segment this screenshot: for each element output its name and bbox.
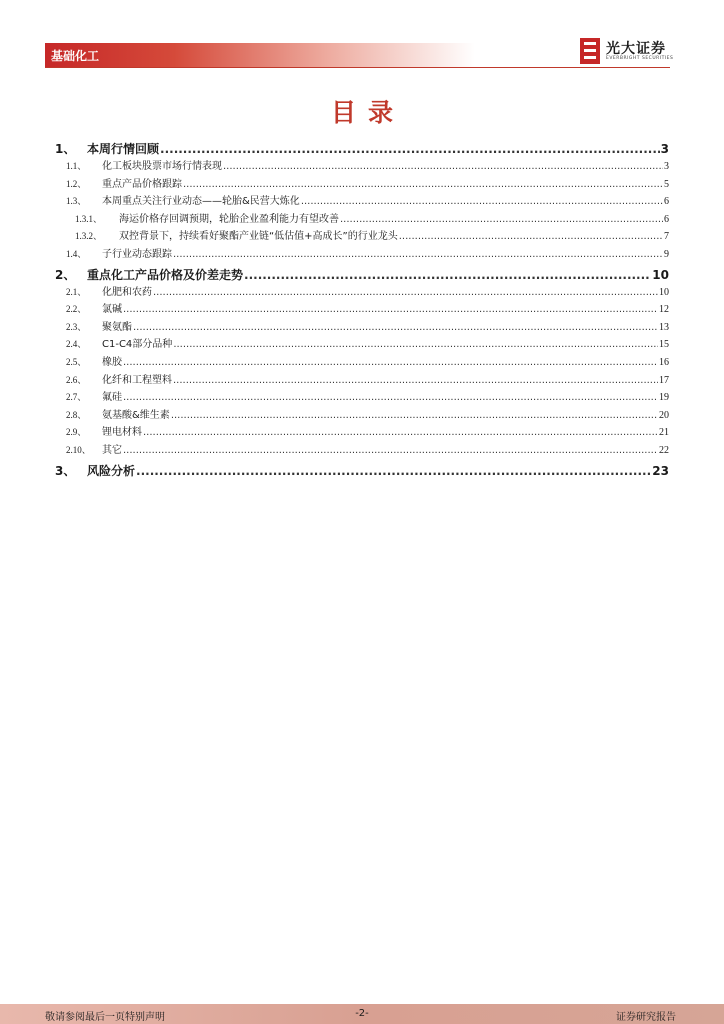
toc-entry-label: 本周行情回顾: [87, 142, 160, 156]
toc-entry[interactable]: [55, 462, 669, 480]
toc-leader-dots: [171, 407, 658, 425]
section-label: 基础化工: [51, 49, 100, 63]
toc-entry-label: 风险分析: [87, 463, 136, 478]
toc-leader-dots: [173, 372, 658, 390]
toc-entry-number: 1.3.2、: [75, 231, 103, 242]
toc-entry-number: 2.4、: [66, 339, 87, 350]
everbright-logo-icon: [580, 38, 600, 64]
toc-entry[interactable]: [55, 319, 669, 337]
toc-entry-page: 13: [659, 321, 669, 333]
toc-leader-dots: [301, 193, 663, 211]
toc-entry-label: 锂电材料: [102, 427, 142, 439]
toc-entry-number: 2.3、: [66, 321, 87, 332]
footer-bar: [0, 1004, 724, 1024]
toc-entry[interactable]: [55, 354, 669, 372]
toc-leader-dots: [244, 266, 651, 284]
toc-entry-label: 化纤和工程塑料: [102, 374, 172, 386]
logo-english-name: EVERBRIGHT SECURITIES: [606, 56, 674, 61]
toc-entry-page: 7: [664, 231, 669, 243]
footer-report-type: 证券研究报告: [616, 1012, 676, 1023]
toc-entry-number: 2.5、: [66, 356, 87, 367]
toc-entry-label: 双控背景下，持续看好聚酯产业链“低估值+高成长”的行业龙头: [119, 231, 398, 243]
toc-entry[interactable]: [55, 176, 669, 194]
toc-entry-page: 15: [659, 339, 669, 351]
company-logo: [580, 36, 680, 66]
toc-entry-page: 6: [664, 196, 669, 208]
toc-entry-label: 氨基酸&维生素: [102, 409, 170, 421]
toc-entry-page: 16: [659, 356, 669, 368]
toc-leader-dots: [223, 158, 663, 176]
toc-leader-dots: [133, 319, 658, 337]
toc-entry[interactable]: [55, 211, 669, 229]
toc-entry[interactable]: [55, 140, 669, 158]
toc-entry-page: 5: [664, 178, 669, 190]
toc-leader-dots: [123, 354, 658, 372]
toc-entry-number: 1.2、: [66, 178, 87, 189]
toc-entry-label: 化工板块股票市场行情表现: [102, 161, 222, 172]
toc-entry-page: 6: [664, 213, 669, 225]
toc-leader-dots: [160, 140, 660, 158]
toc-entry[interactable]: [55, 336, 669, 354]
toc-entry[interactable]: [55, 301, 669, 319]
toc-entry-number: 2.9、: [66, 427, 87, 438]
toc-entry-page: 3: [660, 142, 669, 156]
toc-entry-page: 17: [659, 374, 669, 386]
toc-entry-number: 2.2、: [66, 304, 87, 315]
toc-leader-dots: [136, 462, 651, 480]
toc-entry-number: 1.3、: [66, 196, 87, 207]
toc-leader-dots: [399, 228, 663, 246]
toc-entry-page: 10: [652, 267, 669, 282]
toc-entry-page: 19: [659, 392, 669, 404]
toc-leader-dots: [173, 336, 658, 354]
toc-entry-label: 氯碱: [102, 304, 122, 316]
page-title: 目录: [330, 98, 405, 127]
toc-entry-number: 1.4、: [66, 248, 87, 259]
toc-entry[interactable]: [55, 193, 669, 211]
toc-entry[interactable]: [55, 158, 669, 176]
header-divider: [45, 67, 670, 68]
table-of-contents: [55, 140, 669, 480]
footer-page-number: -2-: [355, 1008, 369, 1019]
toc-entry-page: 12: [659, 304, 669, 316]
footer-disclaimer: 敬请参阅最后一页特别声明: [45, 1012, 165, 1023]
toc-leader-dots: [123, 301, 658, 319]
toc-entry[interactable]: [55, 372, 669, 390]
toc-entry[interactable]: [55, 424, 669, 442]
toc-entry-number: 2、: [55, 267, 76, 282]
toc-entry-label: 海运价格存回调预期，轮胎企业盈利能力有望改善: [119, 213, 339, 225]
logo-chinese-name: 光大证券: [606, 41, 666, 57]
toc-entry-label: 氟硅: [102, 392, 122, 404]
toc-entry-page: 23: [652, 463, 669, 478]
toc-entry[interactable]: [55, 407, 669, 425]
toc-entry-label: 化肥和农药: [102, 286, 152, 298]
toc-leader-dots: [340, 211, 663, 229]
toc-entry[interactable]: [55, 246, 669, 264]
toc-entry-label: 子行业动态跟踪: [102, 248, 172, 260]
toc-entry-page: 10: [659, 286, 669, 298]
toc-entry[interactable]: [55, 228, 669, 246]
toc-entry-number: 3、: [55, 463, 76, 478]
toc-entry-page: 3: [664, 161, 669, 172]
toc-entry-label: C1-C4部分品种: [102, 339, 173, 351]
toc-entry-label: 本周重点关注行业动态——轮胎&民营大炼化: [102, 196, 300, 208]
toc-entry-label: 橡胶: [102, 356, 122, 368]
toc-leader-dots: [143, 424, 658, 442]
toc-entry-number: 2.8、: [66, 409, 87, 420]
toc-leader-dots: [173, 246, 663, 264]
toc-entry-label: 聚氨酯: [102, 321, 132, 333]
toc-entry[interactable]: [55, 284, 669, 302]
toc-leader-dots: [123, 442, 658, 460]
toc-entry[interactable]: [55, 266, 669, 284]
toc-entry-label: 重点产品价格跟踪: [102, 178, 182, 190]
toc-leader-dots: [123, 389, 658, 407]
toc-entry-page: 20: [659, 409, 669, 421]
toc-leader-dots: [153, 284, 658, 302]
header-section-band: [45, 43, 475, 67]
toc-entry-number: 2.10、: [66, 444, 91, 455]
toc-entry-page: 9: [664, 248, 669, 260]
toc-entry[interactable]: [55, 442, 669, 460]
toc-entry-number: 2.1、: [66, 286, 87, 297]
toc-entry-number: 1、: [55, 142, 76, 156]
toc-entry-label: 重点化工产品价格及价差走势: [87, 267, 244, 282]
toc-entry-number: 2.6、: [66, 374, 87, 385]
toc-leader-dots: [183, 176, 663, 194]
toc-entry[interactable]: [55, 389, 669, 407]
toc-entry-page: 22: [659, 444, 669, 456]
toc-entry-label: 其它: [102, 444, 122, 456]
toc-entry-number: 1.1、: [66, 161, 87, 171]
toc-entry-page: 21: [659, 427, 669, 439]
toc-entry-number: 1.3.1、: [75, 213, 103, 224]
toc-entry-number: 2.7、: [66, 392, 87, 403]
